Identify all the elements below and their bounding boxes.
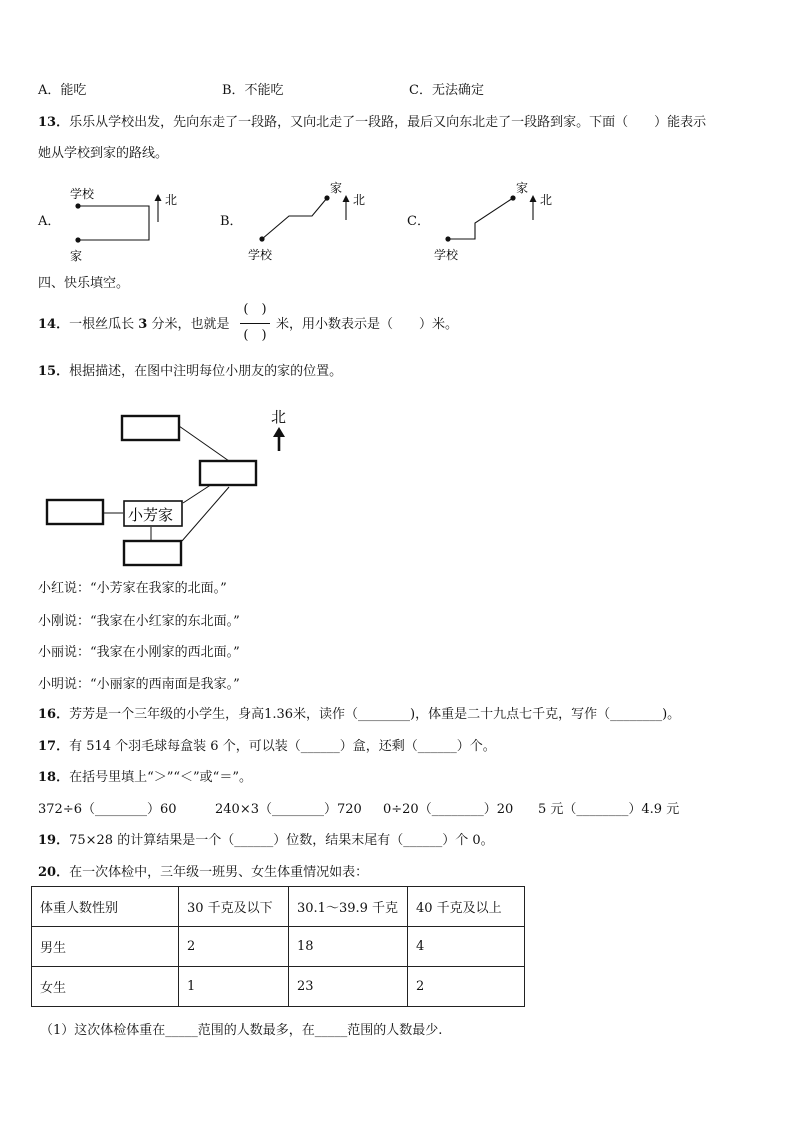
table-cell: 1 [179,967,289,1007]
question-13 [38,115,706,131]
question-number: 15． [38,364,70,379]
home-label: 家 [516,181,529,195]
route-path [448,198,513,239]
table-cell: 2 [179,927,289,967]
table-header-cell: 30 千克及以下 [179,887,289,927]
route-path [78,206,149,240]
question-20-part-1: （1）这次体检体重在_____范围的人数最多，在_____范围的人数最少. [40,1023,443,1038]
fraction-denominator-blank[interactable]: ( ) [243,328,267,343]
question-14-tail: 米，用小数表示是（ ）米。 [276,317,459,332]
home-label: 家 [70,249,83,263]
question-16: 16．芳芳是一个三年级的小学生，身高1.36米，读作（________)，体重是二十九点七千克，写作（________)。 [38,707,681,722]
question-number: 20． [38,865,70,880]
table-cell: 4 [408,927,525,967]
north-label: 北 [271,408,287,426]
q13-option-c-letter: C． [407,214,430,229]
q13-option-b-letter: B． [220,214,243,229]
question-17: 17．有 514 个羽毛球每盒装 6 个，可以装（______）盒，还剩（______）个。 [38,739,496,754]
q13-option-a-letter: A． [38,214,61,229]
q13-route-diagram-c [430,178,560,266]
fraction-numerator-blank[interactable]: ( ) [243,302,267,317]
length-value: 3 [138,317,148,332]
fraction-blank[interactable] [238,302,272,346]
question-13-line2: 她从学校到家的路线。 [38,146,169,161]
school-label: 学校 [434,248,459,262]
xiaofang-home-label: 小芳家 [128,506,174,524]
section-4-title: 四、快乐填空。 [38,276,130,291]
question-number: 17． [38,739,70,754]
compare-item: 372÷6（________）60 [38,802,177,817]
school-dot [259,236,264,241]
table-cell: 女生 [32,967,179,1007]
fraction-bar [240,323,270,324]
question-number: 14． [38,317,70,332]
table-row [32,927,525,967]
question-19: 19．75×28 的计算结果是一个（______）位数，结果末尾有（______）个 0。 [38,833,494,848]
school-label: 学校 [248,248,273,262]
compare-item: 0÷20（________）20 [383,802,514,817]
q12-option-a: A．能吃 [38,83,87,98]
statement-xiaohong: 小红说：“小芳家在我家的北面。” [38,581,227,596]
route-path [262,198,327,239]
table-header-row [32,887,525,927]
weight-table [31,886,525,1007]
table-header-cell: 40 千克及以上 [408,887,525,927]
q12-option-b: B．不能吃 [222,83,284,98]
connector-line [179,426,229,461]
question-15: 15．根据描述，在图中注明每位小朋友的家的位置。 [38,364,343,379]
q12-option-c: C．无法确定 [409,83,484,98]
question-14: 14．一根丝瓜长 3 分米，也就是 [38,317,230,332]
question-number: 19． [38,833,70,848]
table-header-cell: 体重人数性别 [32,887,179,927]
question-text: 乐乐从学校出发，先向东走了一段路，又向北走了一段路，最后又向东北走了一段路到家。下面（ ）能表示 [69,115,707,130]
question-number: 18． [38,770,70,785]
compare-item: 5 元（________）4.9 元 [538,802,680,817]
q15-location-diagram [40,400,310,575]
question-number: 16． [38,707,70,722]
statement-xiaoli: 小丽说：“我家在小刚家的西北面。” [38,645,240,660]
table-row [32,967,525,1007]
table-header-cell: 30.1～39.9 千克 [289,887,408,927]
school-dot [445,236,450,241]
compare-item: 240×3（________）720 [215,802,362,817]
school-label: 学校 [70,187,95,201]
question-number: 13． [38,115,70,130]
home-box-blank [124,541,181,565]
table-cell: 23 [289,967,408,1007]
home-box-blank [47,500,103,524]
question-20: 20．在一次体检中，三年级一班男、女生体重情况如表： [38,865,369,880]
connector-line [182,487,229,541]
home-label: 家 [330,181,343,195]
q13-route-diagram-b [244,178,374,266]
north-label: 北 [540,193,553,207]
home-dot [75,237,80,242]
home-box-blank [200,461,256,485]
q13-route-diagram-a [64,180,194,266]
table-cell: 18 [289,927,408,967]
table-cell: 2 [408,967,525,1007]
north-label: 北 [353,193,366,207]
table-cell: 男生 [32,927,179,967]
home-box-blank [122,416,179,440]
north-label: 北 [165,193,178,207]
question-18: 18．在括号里填上“＞”“＜”或“＝”。 [38,770,252,785]
statement-xiaogang: 小刚说：“我家在小红家的东北面。” [38,614,240,629]
statement-xiaoming: 小明说：“小丽家的西南面是我家。” [38,677,240,692]
